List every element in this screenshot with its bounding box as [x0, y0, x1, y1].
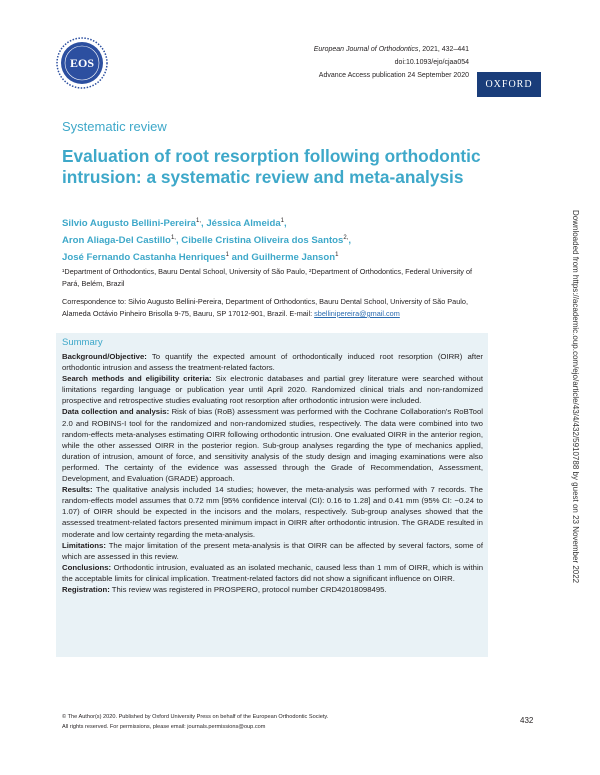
citation: , 2021, 432–441: [418, 46, 469, 53]
summary-section: Results: The qualitative analysis included 14 studies; however, the meta-analysis was performed with 7 records. The random-effects model assumes that 0.72 mm [95% confidence interval (CI): 0.16 to 1.28] and 0.41 mm (95% CI: −0.24 to 1.07) of OIRR should be expected in the incisors and the molars, respectively. Sub-group analyses showed that the assessed treatment-related factors presented minimum impact in OIRR after orthodontic intrusion. The GRADE resulted in moderate and low certainty regarding the meta-analysis.: [62, 485, 483, 539]
summary-section: Background/Objective: To quantify the expected amount of orthodontically induced root resorption (OIRR) after orthodontic intrusion and assess the treatment-related factors.: [62, 352, 483, 373]
summary-label: Results:: [62, 485, 93, 495]
author[interactable]: José Fernando Castanha Henriques: [62, 252, 226, 264]
author[interactable]: Guilherme Janson: [251, 252, 336, 264]
journal-name: European Journal of Orthodontics: [313, 46, 419, 53]
summary-label: Data collection and analysis:: [62, 407, 170, 417]
author-sup: 1,: [195, 218, 201, 224]
summary-body: [62, 351, 483, 595]
copyright-line: © The Author(s) 2020. Published by Oxford University Press on behalf of the European Orthodontic Society.: [62, 714, 329, 720]
author-sup: 1: [280, 218, 284, 224]
author-list: Silvio Augusto Bellini-Pereira$^{1,}$, Jéssica Almeida$^1$, Aron Aliaga-Del Castillo$^{1,}$, Cibelle Cristina Oliveira dos Santos$^{2,}$, José Fernando Castanha Henriques$^1$ and Guilherme Janson$^1$: [62, 218, 352, 264]
page-number: 432: [520, 716, 534, 725]
section-label: Systematic review: [62, 119, 167, 134]
author[interactable]: Silvio Augusto Bellini-Pereira: [62, 218, 196, 230]
summary-section: Search methods and eligibility criteria: Six electronic databases and partial grey literature were searched without limitations regarding language or publication year until April 2020. Randomized clinical trials and non-randomized prospective and retrospective studies evaluating root resorption after orthodontic intrusion were included.: [62, 374, 484, 406]
summary-section: Registration: This review was registered in PROSPERO, protocol number CRD42018098495.: [62, 584, 387, 594]
summary-section: Data collection and analysis: Risk of bias (RoB) assessment was performed with the Cochrane Collaboration's RoBTool 2.0 and ROBINS-I tool for the randomized and non-randomized studies, respectively. The data were combined into two random-effects meta-analyses estimating OIRR following orthodontic intrusion. One evaluated OIRR in the anterior region, while the other assessed OIRR in the posterior region. Sub-group analyses regarding the type of mechanics applied, duration of intrusion, amount of force, and sensitivity analysis of the study design and imaging examinations were also performed. The certainty of the evidence was assessed through the Grade of Recommendation, Assessment, Development, and Evaluation (GRADE) approach.: [62, 407, 483, 484]
author-sup: 2,: [343, 235, 349, 242]
summary-section: Limitations: The major limitation of the present meta-analysis is that OIRR can be affected by several factors, some of which are assessed in this review.: [62, 540, 483, 561]
summary-heading: Summary: [62, 337, 103, 348]
summary-label: Search methods and eligibility criteria:: [62, 374, 212, 384]
affiliations: ¹Department of Orthodontics, Bauru Dental School, University of São Paulo, ²Department of Orthodontics, Federal University of Pará, Belém, Brazil: [62, 267, 473, 288]
doi[interactable]: doi:10.1093/ejo/cjaa054: [394, 59, 469, 66]
author[interactable]: Aron Aliaga-Del Castillo: [62, 235, 171, 247]
publisher-logo: OXFORD: [477, 72, 541, 97]
correspondence: Correspondence to: Silvio Augusto Bellini-Pereira, Department of Orthodontics, Bauru Dental School, University of São Paulo, Alameda Octávio Pinheiro Brisolla 9-75, Bauru, SP 17012-901, Brazil. E-mail: sbellinipereira@gmail.com: [62, 297, 468, 318]
logo-text: EOS: [69, 56, 95, 70]
author-sup: 1,: [170, 235, 176, 242]
copyright-footer: [62, 712, 328, 732]
author-sup: 1: [335, 252, 339, 259]
article-title: Evaluation of root resorption following orthodontic intrusion: a systematic review and meta-analysis: [62, 146, 481, 187]
summary-label: Conclusions:: [62, 562, 112, 572]
author-sup: 1: [225, 252, 230, 259]
journal-meta: [314, 43, 469, 82]
email-link[interactable]: sbellinipereira@gmail.com: [314, 309, 400, 318]
summary-label: Background/Objective:: [62, 352, 147, 361]
advance-access: Advance Access publication 24 September 2020: [318, 72, 469, 79]
summary-label: Registration:: [62, 584, 110, 594]
download-note: Downloaded from https://academic.oup.com/ejo/article/43/4/432/5910788 by guest on 23 November 2022: [571, 210, 580, 584]
summary-label: Limitations:: [62, 540, 106, 550]
permissions-line: All rights reserved. For permissions, please email: journals.permissions@oup.com: [62, 724, 266, 730]
author[interactable]: Cibelle Cristina Oliveira dos Santos: [181, 235, 344, 247]
summary-section: Conclusions: Orthodontic intrusion, evaluated as an isolated mechanic, caused less than 1 mm of OIRR, which is within the acceptable limits for clinical implication. Treatment-related factors did not show a significant influence on OIRR.: [62, 562, 483, 583]
eos-logo: [56, 37, 108, 89]
author[interactable]: Jéssica Almeida: [206, 218, 281, 230]
